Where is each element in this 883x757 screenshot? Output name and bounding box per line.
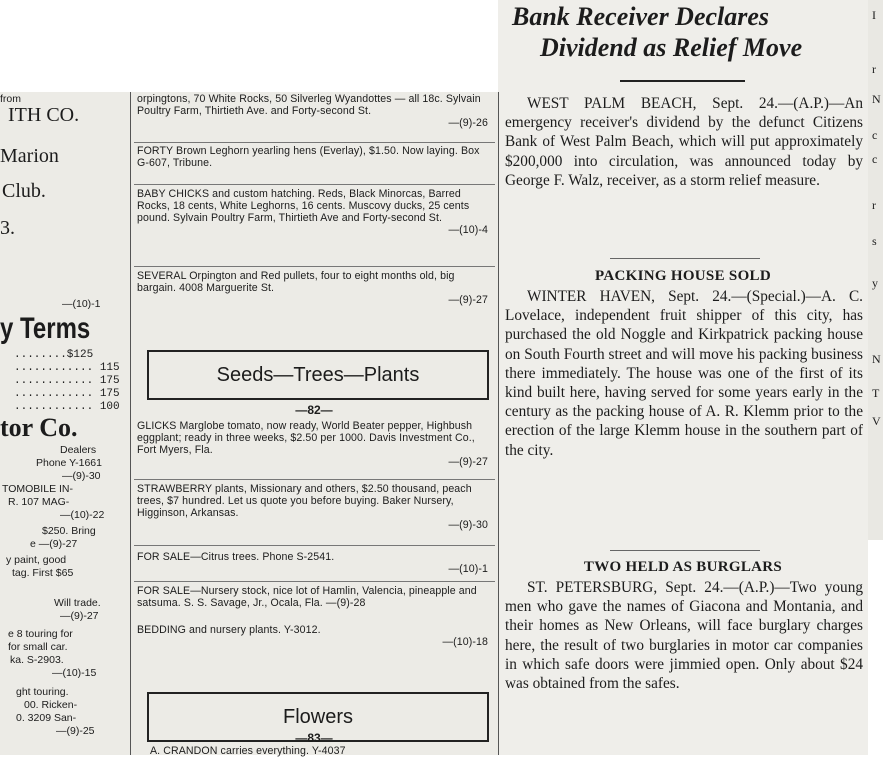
edge-letter: N	[872, 352, 881, 366]
edge-letter: V	[872, 414, 881, 428]
story-divider	[610, 258, 760, 259]
left-line: e —(9)-27	[30, 538, 78, 550]
classified-ad: FOR SALE—Citrus trees. Phone S-2541. —(10)-1	[137, 551, 488, 575]
rate-line: ............ 115	[14, 362, 120, 374]
story-burglars: ST. PETERSBURG, Sept. 24.—(A.P.)—Two young men who gave the names of Giacona and Montania, and their homes as New Orleans, will face burglary charges here, the result of two burglaries in motor car companies in which safe doors were jimmied open. Only about $24 was obtained from the safes.	[505, 579, 863, 693]
edge-letter: s	[872, 234, 877, 248]
left-company: ITH CO.	[8, 104, 80, 126]
classification-number: —83—	[295, 731, 333, 745]
classified-ad: STRAWBERRY plants, Missionary and others, $2.50 thousand, peach trees, $7 hundred. Let us quote you before buying. Baker Nursery, Higginson, Arkansas. —(9)-30	[137, 483, 488, 531]
section-header-seeds: Seeds—Trees—Plants	[147, 350, 489, 400]
left-num: 3.	[0, 217, 15, 239]
left-line: —(9)-30	[62, 470, 101, 482]
column-rule	[498, 92, 499, 755]
rate-line: ........$125	[14, 349, 94, 361]
ad-divider	[134, 581, 495, 582]
classified-ad: FORTY Brown Leghorn yearling hens (Everlay), $1.50. Now laying. Box G-607, Tribune.	[137, 145, 480, 169]
ad-divider	[134, 142, 495, 143]
left-line: —(9)-25	[56, 725, 95, 737]
left-marion: Marion	[0, 145, 59, 167]
subhead-burglars: TWO HELD AS BURGLARS	[583, 559, 783, 575]
left-line: y paint, good	[6, 554, 67, 566]
subhead-packing-house: PACKING HOUSE SOLD	[595, 268, 771, 284]
classified-ad: A. CRANDON carries everything. Y-4037	[150, 745, 346, 757]
story-divider	[610, 550, 760, 551]
classified-ad: BEDDING and nursery plants. Y-3012. —(10)-18	[137, 624, 488, 648]
ad-divider	[134, 545, 495, 546]
ad-divider	[134, 266, 495, 267]
rate-line: ............ 175	[14, 388, 120, 400]
edge-column-fragment	[868, 0, 883, 540]
left-line: 00. Ricken-	[24, 699, 78, 711]
classified-ad: GLICKS Marglobe tomato, now ready, World Beater pepper, Highbush eggplant; ready in three weeks, $2.50 per 1000. Davis Investment Co., Fort Myers, Fla. —(9)-27	[137, 420, 488, 468]
classification-number: —82—	[295, 403, 333, 417]
left-line: ght touring.	[16, 686, 69, 698]
rate-line: ............ 100	[14, 401, 120, 413]
classified-ad: orpingtons, 70 White Rocks, 50 Silverleg Wyandottes — all 18c. Sylvain Poultry Farm, Thirtieth Ave. and Forty-second St. —(9)-26	[137, 93, 488, 129]
edge-letter: c	[872, 128, 878, 142]
left-line: Dealers	[60, 444, 97, 456]
left-line: TOMOBILE IN-	[2, 483, 73, 495]
left-line: ka. S-2903.	[10, 654, 64, 666]
edge-letter: N	[872, 92, 881, 106]
classified-ad: SEVERAL Orpington and Red pullets, four to eight months old, big bargain. 4008 Marguerite St. —(9)-27	[137, 270, 488, 306]
left-ref: —(10)-1	[62, 298, 101, 310]
left-line: —(10)-15	[52, 667, 97, 679]
classified-ad: BABY CHICKS and custom hatching. Reds, Black Minorcas, Barred Rocks, 18 cents, White Leghorns, 16 cents. Muscovy ducks, 25 cents pound. Sylvain Poultry Farm, Thirtieth Ave and Forty-second St. —(10)-4	[137, 188, 488, 236]
ad-divider	[134, 184, 495, 185]
section-header-flowers: Flowers	[147, 692, 489, 742]
headline: Dividend as Relief Move	[540, 33, 803, 62]
left-club: Club.	[2, 180, 46, 202]
left-terms-heading: y Terms	[0, 312, 91, 345]
headline-rule	[620, 80, 745, 82]
edge-letter: r	[872, 62, 876, 76]
left-line: —(9)-27	[60, 610, 99, 622]
left-from: from	[0, 93, 21, 105]
story-packing-house: WINTER HAVEN, Sept. 24.—(Special.)—A. C. Lovelace, independent fruit shipper of this city, has purchased the old Noggle and Kirkpatrick packing house on South Fourth street and will move his packing business there immediately. The house was one of the first of its kind built here, having served for some years early in the century as the packing house of A. R. Klemm prior to the erection of the large Klemm house in the southern part of the city.	[505, 288, 863, 459]
edge-letter: T	[872, 386, 880, 400]
edge-letter: r	[872, 198, 876, 212]
edge-letter: I	[872, 8, 876, 22]
left-line: tag. First $65	[12, 567, 74, 579]
left-line: —(10)-22	[60, 509, 105, 521]
left-line: Will trade.	[54, 597, 101, 609]
left-line: $250. Bring	[42, 525, 96, 537]
left-line: for small car.	[8, 641, 68, 653]
left-motor-heading: tor Co.	[0, 413, 78, 442]
headline: Bank Receiver Declares	[512, 2, 770, 31]
story-bank-dividend: WEST PALM BEACH, Sept. 24.—(A.P.)—An emergency receiver's dividend by the defunct Citizens Bank of West Palm Beach, which will put approximately $200,000 into circulation, was announced today by George F. Walz, receiver, as a storm relief measure.	[505, 95, 863, 189]
left-line: R. 107 MAG-	[8, 496, 70, 508]
edge-letter: c	[872, 152, 878, 166]
classified-ad: FOR SALE—Nursery stock, nice lot of Hamlin, Valencia, pineapple and satsuma. S. S. Savage, Jr., Ocala, Fla. —(9)-28	[137, 585, 477, 609]
left-line: e 8 touring for	[8, 628, 73, 640]
left-line: 0. 3209 San-	[16, 712, 77, 724]
ad-divider	[134, 479, 495, 480]
column-rule	[130, 92, 131, 755]
rate-line: ............ 175	[14, 375, 120, 387]
edge-letter: y	[872, 276, 878, 290]
left-line: Phone Y-1661	[36, 457, 102, 469]
